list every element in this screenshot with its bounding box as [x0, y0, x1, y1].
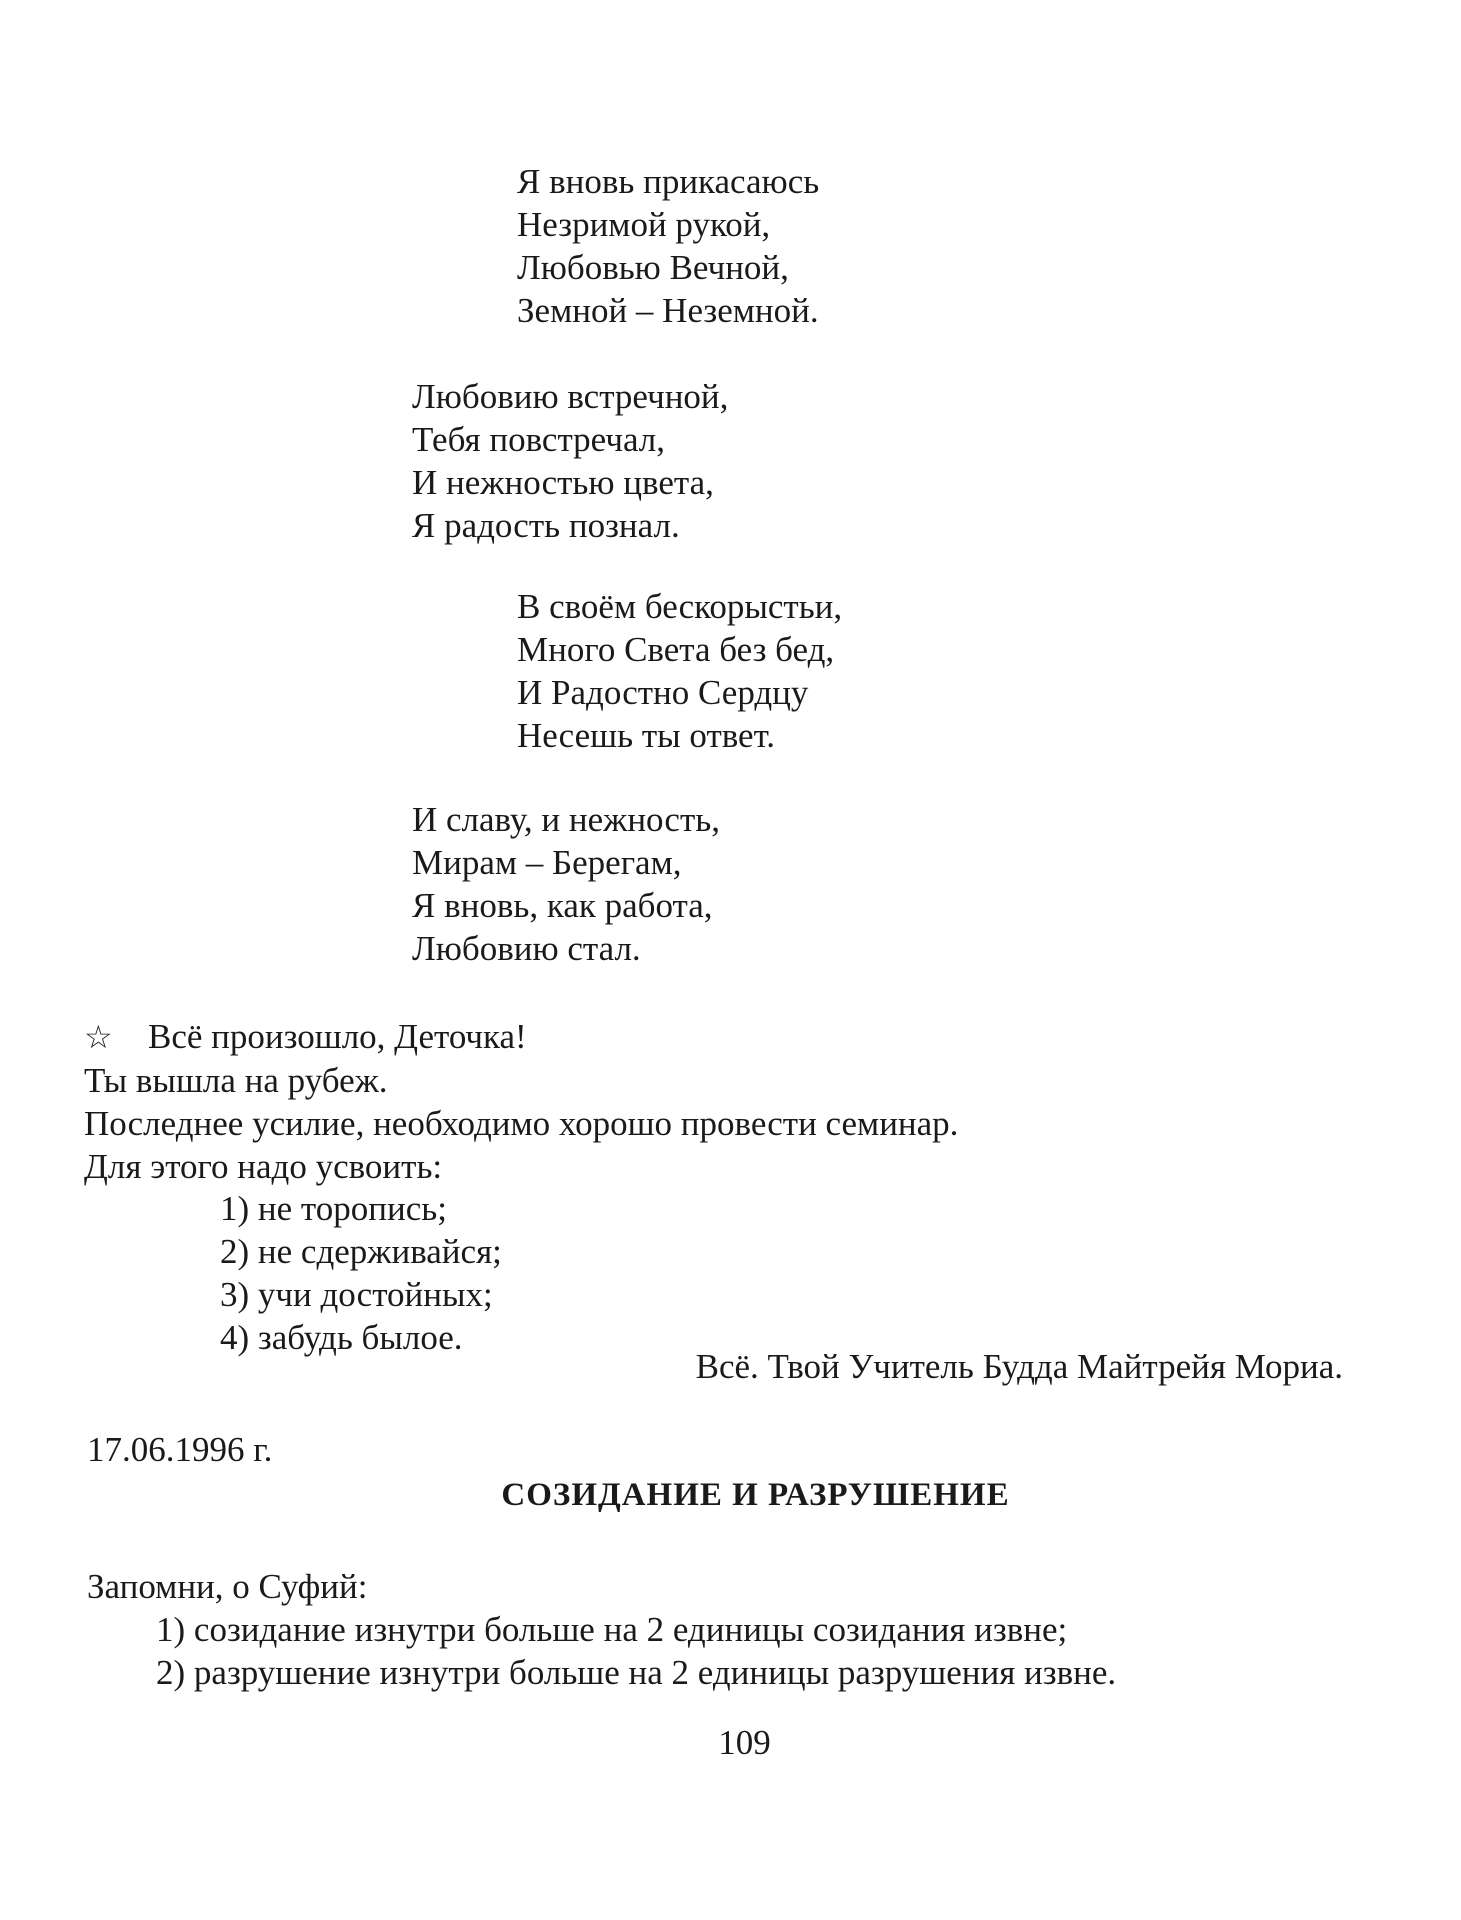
- entry-date: [87, 1428, 272, 1471]
- intro-text: Запомни, о Суфий:: [87, 1567, 368, 1606]
- poem-stanza-4: [412, 798, 720, 970]
- poem-line: И Радостно Сердцу: [517, 673, 809, 712]
- section-heading: СОЗИДАНИЕ И РАЗРУШЕНИЕ: [501, 1477, 1010, 1513]
- teacher-message: [84, 1015, 958, 1188]
- message-line: Последнее усилие, необходимо хорошо провести семинар.: [84, 1104, 959, 1143]
- list-item: 1) не торопись;: [220, 1189, 447, 1228]
- list-item: 1) созидание изнутри больше на 2 единицы созидания извне;: [156, 1610, 1068, 1649]
- poem-line: Любовию стал.: [412, 929, 641, 968]
- poem-stanza-2: [412, 375, 728, 547]
- poem-line: Несешь ты ответ.: [517, 716, 776, 755]
- poem-line: Земной – Неземной.: [517, 291, 819, 330]
- list-item: 2) не сдерживайся;: [220, 1232, 502, 1271]
- poem-line: Тебя повстречал,: [412, 420, 665, 459]
- star-icon: ☆: [84, 1019, 113, 1055]
- poem-line: И нежностью цвета,: [412, 463, 714, 502]
- poem-stanza-1: [517, 160, 819, 332]
- list-item: 2) разрушение изнутри больше на 2 единицы разрушения извне.: [156, 1653, 1117, 1692]
- page-number: 109: [718, 1723, 771, 1762]
- poem-line: Много Света без бед,: [517, 630, 835, 669]
- section-intro: [87, 1565, 368, 1608]
- poem-line: Я вновь, как работа,: [412, 886, 713, 925]
- message-line: [84, 1015, 958, 1059]
- section-list: [156, 1608, 1116, 1694]
- list-item: 4) забудь былое.: [220, 1318, 463, 1357]
- poem-line: Любовию встречной,: [412, 377, 729, 416]
- poem-line: Незримой рукой,: [517, 205, 771, 244]
- poem-line: Мирам – Берегам,: [412, 843, 682, 882]
- poem-line: Я радость познал.: [412, 506, 680, 545]
- instruction-list: [220, 1187, 502, 1359]
- message-line: Ты вышла на рубеж.: [84, 1061, 388, 1100]
- poem-line: Любовью Вечной,: [517, 248, 789, 287]
- signature: [696, 1345, 1343, 1388]
- message-first-line: Всё произошло, Деточка!: [148, 1017, 527, 1056]
- signature-text: Всё. Твой Учитель Будда Майтрейя Мориа.: [695, 1347, 1343, 1386]
- date-text: 17.06.1996 г.: [87, 1430, 273, 1469]
- poem-line: И славу, и нежность,: [412, 800, 720, 839]
- message-line: Для этого надо усвоить:: [84, 1147, 443, 1186]
- poem-line: Я вновь прикасаюсь: [517, 162, 820, 201]
- poem-line: В своём бескорыстьи,: [517, 587, 843, 626]
- poem-stanza-3: [517, 585, 842, 757]
- list-item: 3) учи достойных;: [220, 1275, 493, 1314]
